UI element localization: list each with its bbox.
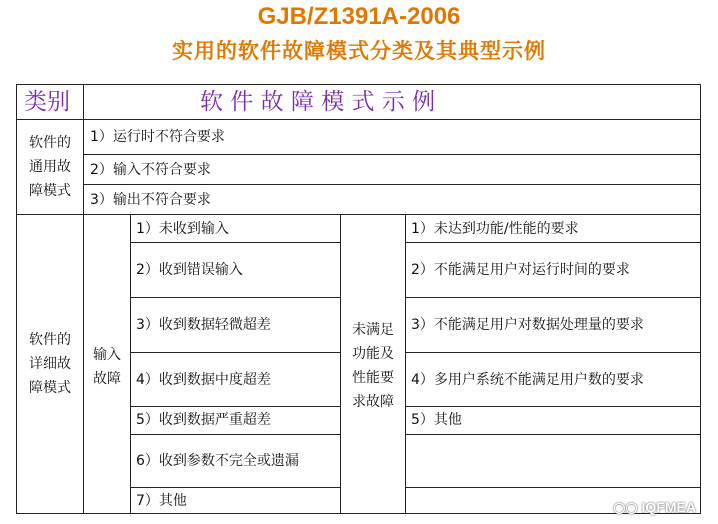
input-label xyxy=(83,343,131,391)
general-item: 1）运行时不符合要求 xyxy=(90,129,225,145)
func-label-line: 性能要 xyxy=(352,370,394,386)
general-label-line: 通用故 xyxy=(29,159,71,175)
header-examples-label: 软 件 故 障 模 式 示 例 xyxy=(200,89,436,115)
input-item: 2）收到错误输入 xyxy=(136,262,243,278)
general-item: 3）输出不符合要求 xyxy=(90,192,211,208)
func-item: 2）不能满足用户对运行时间的要求 xyxy=(411,262,630,278)
func-label-line: 未满足 xyxy=(352,322,394,338)
page-subtitle: 实用的软件故障模式分类及其典型示例 xyxy=(172,39,546,63)
general-item: 2）输入不符合要求 xyxy=(90,162,211,178)
detail-label-line: 障模式 xyxy=(29,380,71,396)
input-item: 1）未收到输入 xyxy=(136,221,229,237)
wechat-icon: ◉◉ xyxy=(613,499,638,515)
header-category-label: 类别 xyxy=(24,89,70,115)
input-item: 7）其他 xyxy=(136,493,187,509)
func-item: 5）其他 xyxy=(411,412,462,428)
general-label-line: 软件的 xyxy=(29,135,71,151)
watermark-label: IQFMEA xyxy=(641,499,696,515)
detail-label-line: 详细故 xyxy=(29,356,71,372)
input-label-line: 故障 xyxy=(93,371,121,387)
general-label-line: 障模式 xyxy=(29,183,71,199)
func-label xyxy=(340,318,406,414)
general-label xyxy=(16,131,84,203)
func-item: 3）不能满足用户对数据处理量的要求 xyxy=(411,317,644,333)
func-item: 1）未达到功能/性能的要求 xyxy=(411,221,579,237)
func-label-line: 功能及 xyxy=(352,346,394,362)
input-item: 6）收到参数不完全或遗漏 xyxy=(136,453,299,469)
page-title: GJB/Z1391A-2006 xyxy=(257,3,461,30)
func-item: 4）多用户系统不能满足用户数的要求 xyxy=(411,372,644,388)
watermark xyxy=(613,499,696,516)
input-item: 4）收到数据中度超差 xyxy=(136,372,271,388)
detail-label xyxy=(16,328,84,400)
func-item-cell xyxy=(405,434,701,488)
input-label-line: 输入 xyxy=(93,347,121,363)
input-item: 3）收到数据轻微超差 xyxy=(136,317,271,333)
input-item: 5）收到数据严重超差 xyxy=(136,412,271,428)
detail-label-line: 软件的 xyxy=(29,332,71,348)
func-label-line: 求故障 xyxy=(352,394,394,410)
